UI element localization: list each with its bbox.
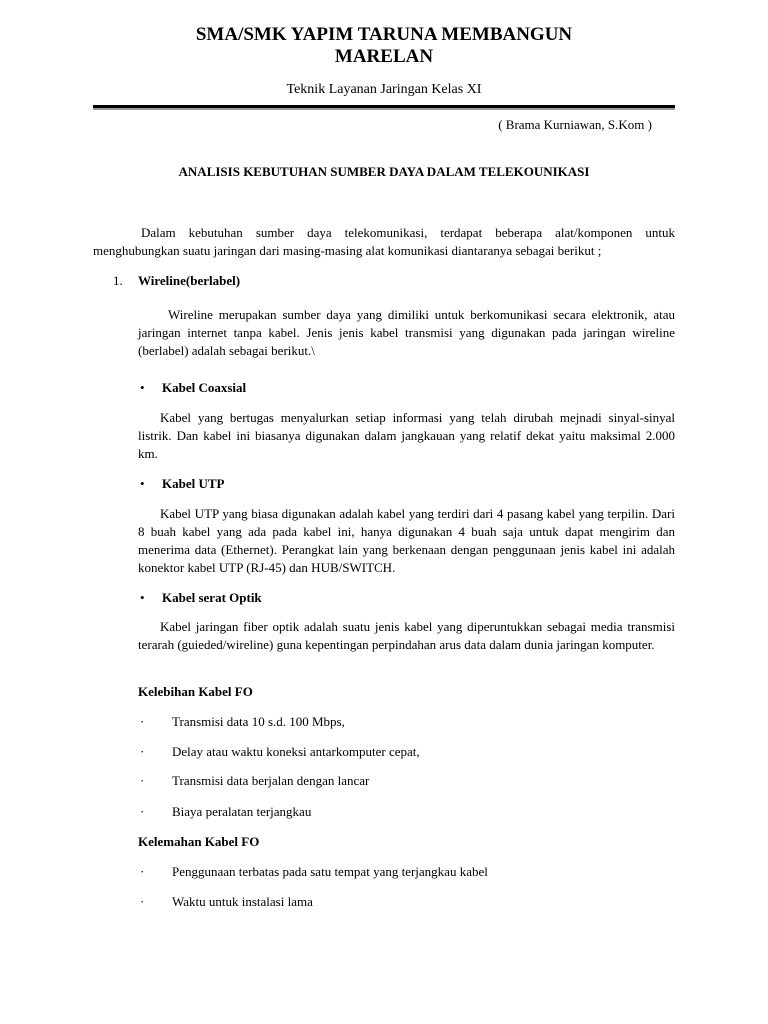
- bullet-symbol: •: [140, 590, 145, 605]
- school-title: SMA/SMK YAPIM TARUNA MEMBANGUN MARELAN: [195, 24, 573, 67]
- list-number: 1.: [113, 273, 123, 288]
- bullet-title-serat-optik: Kabel serat Optik: [162, 590, 262, 605]
- bullet-symbol: •: [140, 476, 145, 491]
- author-line: ( Brama Kurniawan, S.Kom ): [498, 117, 652, 132]
- list-item: Transmisi data berjalan dengan lancar: [172, 773, 370, 788]
- kelebihan-heading: Kelebihan Kabel FO: [138, 684, 253, 699]
- list-bullet: ·: [140, 894, 145, 909]
- list-bullet: ·: [140, 714, 145, 729]
- list-item: Penggunaan terbatas pada satu tempat yang terjangkau kabel: [172, 864, 488, 879]
- list-bullet: ·: [140, 864, 145, 879]
- list-bullet: ·: [140, 773, 145, 788]
- bullet-title-utp: Kabel UTP: [162, 476, 225, 491]
- utp-paragraph: Kabel UTP yang biasa digunakan adalah kabel yang terdiri dari 4 pasang kabel yang terpilin. Dari 8 buah kabel yang ada pada kabel ini, hanya digunakan 4 buah saja untuk dapat mengirim dan menerima data (Ethernet). Perangkat lain yang berkenaan dengan penggunaan jenis kabel ini adalah konektor kabel UTP (RJ-45) dan HUB/SWITCH.: [138, 506, 675, 575]
- section-title: ANALISIS KEBUTUHAN SUMBER DAYA DALAM TELEKOUNIKASI: [178, 164, 590, 179]
- list-item: Biaya peralatan terjangkau: [172, 804, 312, 819]
- list-bullet: ·: [140, 744, 145, 759]
- bullet-title-coaxsial: Kabel Coaxsial: [162, 380, 247, 395]
- list-item: Waktu untuk instalasi lama: [172, 894, 313, 909]
- wireline-paragraph: Wireline merupakan sumber daya yang dimiliki untuk berkomunikasi secara elektronik, atau jaringan internet tanpa kabel. Jenis jenis kabel transmisi yang digunakan pada jaringan wireline (berlabel) adalah sebagai berikut.\: [138, 307, 675, 358]
- list-bullet: ·: [140, 804, 145, 819]
- list-item: Transmisi data 10 s.d. 100 Mbps,: [172, 714, 345, 729]
- bullet-symbol: •: [140, 380, 145, 395]
- item-title-wireline: Wireline(berlabel): [138, 273, 241, 288]
- serat-optik-paragraph: Kabel jaringan fiber optik adalah suatu jenis kabel yang diperuntukkan sebagai media transmisi terarah (guieded/wireline) guna kepentingan perpindahan arus data dalam dunia jaringan komputer.: [138, 619, 675, 652]
- list-item: Delay atau waktu koneksi antarkomputer cepat,: [172, 744, 420, 759]
- subject-line: Teknik Layanan Jaringan Kelas XI: [286, 82, 482, 97]
- header-divider: [93, 105, 675, 108]
- kelemahan-heading: Kelemahan Kabel FO: [138, 834, 260, 849]
- coaxsial-paragraph: Kabel yang bertugas menyalurkan setiap informasi yang telah dirubah mejnadi sinyal-sinyal listrik. Dan kabel ini biasanya digunakan dalam jangkauan yang relatif dekat yaitu maksimal 2.000 km.: [138, 410, 675, 461]
- intro-paragraph: Dalam kebutuhan sumber daya telekomunikasi, terdapat beberapa alat/komponen untuk menghubungkan suatu jaringan dari masing-masing alat komunikasi diantaranya sebagai berikut ;: [93, 225, 675, 258]
